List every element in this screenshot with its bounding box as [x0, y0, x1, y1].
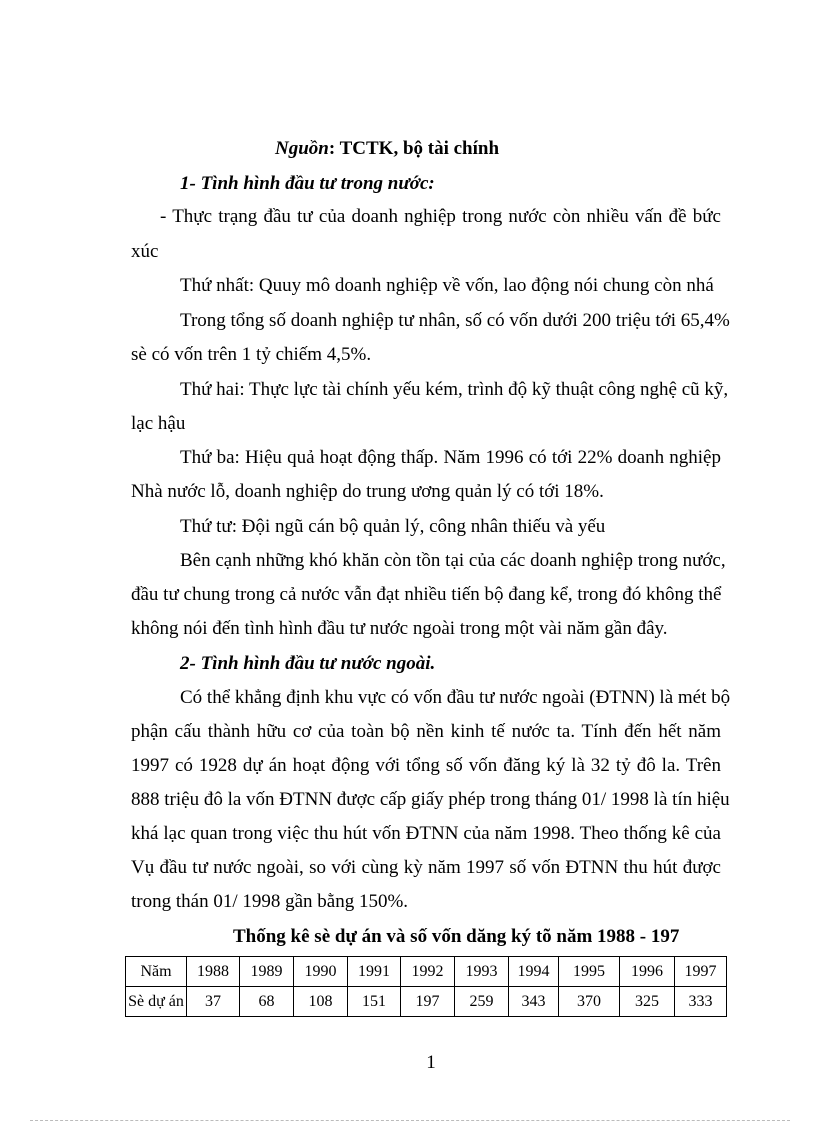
year-cell: 1994 — [509, 957, 559, 987]
paragraph-besides-1: Bên cạnh những khó khăn còn tồn tại của các doanh nghiệp trong nước, — [180, 550, 726, 571]
paragraph-fdi-5: khá lạc quan trong việc thu hút vốn ĐTNN của năm 1998. Theo thống kê của — [131, 823, 721, 844]
row-label-projects: Sè dự án — [126, 987, 187, 1017]
project-count-cell: 343 — [509, 987, 559, 1017]
paragraph-fdi-6: Vụ đầu tư nước ngoài, so với cùng kỳ năm 1997 số vốn ĐTNN thu hút được — [131, 857, 721, 878]
project-count-cell: 68 — [240, 987, 294, 1017]
row-label-years: Năm — [126, 957, 187, 987]
page-number: 1 — [426, 1052, 436, 1073]
intro-line-2: xúc — [131, 241, 159, 262]
intro-line-1: - Thực trạng đầu tư của doanh nghiệp trong nước còn nhiều vấn đề bức — [160, 206, 721, 227]
year-cell: 1992 — [401, 957, 455, 987]
project-count-cell: 151 — [348, 987, 401, 1017]
year-cell: 1988 — [187, 957, 240, 987]
project-count-cell: 333 — [675, 987, 727, 1017]
year-cell: 1989 — [240, 957, 294, 987]
paragraph-third-2: Nhà nước lỗ, doanh nghiệp do trung ương quản lý có tới 18%. — [131, 481, 604, 502]
statistics-table — [125, 956, 727, 1017]
year-cell: 1995 — [559, 957, 620, 987]
page-bottom-divider — [30, 1120, 790, 1121]
paragraph-scale-2: sè có vốn trên 1 tỷ chiếm 4,5%. — [131, 344, 372, 365]
year-cell: 1991 — [348, 957, 401, 987]
source-line — [275, 137, 499, 161]
paragraph-fdi-1: Có thể khẳng định khu vực có vốn đầu tư nước ngoài (ĐTNN) là mét bộ — [180, 687, 731, 708]
project-count-cell: 37 — [187, 987, 240, 1017]
paragraph-fdi-2: phận cấu thành hữu cơ của toàn bộ nền kinh tế nước ta. Tính đến hết năm — [131, 721, 721, 742]
paragraph-third-1: Thứ ba: Hiệu quả hoạt động thấp. Năm 1996 có tới 22% doanh nghiệp — [180, 447, 721, 468]
source-text: : TCTK, bộ tài chính — [328, 138, 500, 159]
project-count-cell: 325 — [620, 987, 675, 1017]
paragraph-besides-2: đầu tư chung trong cả nước vẫn đạt nhiều tiến bộ đang kể, trong đó không thể — [131, 584, 722, 605]
table-row-years — [126, 957, 727, 987]
table-row-projects — [126, 987, 727, 1017]
section-2-heading: 2- Tình hình đầu tư nước ngoài. — [180, 653, 436, 674]
paragraph-fdi-7: trong thán 01/ 1998 gần bằng 150%. — [131, 891, 409, 912]
paragraph-second-1: Thứ hai: Thực lực tài chính yếu kém, trình độ kỹ thuật công nghệ cũ kỹ, — [180, 379, 729, 400]
section-1-heading: 1- Tình hình đầu tư trong nước: — [180, 173, 435, 194]
paragraph-fdi-3: 1997 có 1928 dự án hoạt động với tổng số vốn đăng ký là 32 tỷ đô la. Trên — [131, 755, 721, 776]
source-label: Nguồn — [275, 138, 329, 159]
paragraph-fourth: Thứ tư: Đội ngũ cán bộ quản lý, công nhân thiếu và yếu — [180, 516, 606, 537]
table-title: Thống kê sè dự án và số vốn dăng ký tõ năm 1988 - 197 — [233, 926, 680, 947]
year-cell: 1993 — [455, 957, 509, 987]
project-count-cell: 259 — [455, 987, 509, 1017]
paragraph-second-2: lạc hậu — [131, 413, 186, 434]
project-count-cell: 370 — [559, 987, 620, 1017]
paragraph-scale-1: Trong tổng số doanh nghiệp tư nhân, số có vốn dưới 200 triệu tới 65,4% — [180, 310, 730, 331]
paragraph-besides-3: không nói đến tình hình đầu tư nước ngoài trong một vài năm gần đây. — [131, 618, 668, 639]
paragraph-fdi-4: 888 triệu đô la vốn ĐTNN được cấp giấy phép trong tháng 01/ 1998 là tín hiệu — [131, 789, 730, 810]
paragraph-first: Thứ nhất: Quuy mô doanh nghiệp về vốn, lao động nói chung còn nhá — [180, 275, 714, 296]
project-count-cell: 197 — [401, 987, 455, 1017]
year-cell: 1997 — [675, 957, 727, 987]
project-count-cell: 108 — [294, 987, 348, 1017]
year-cell: 1996 — [620, 957, 675, 987]
year-cell: 1990 — [294, 957, 348, 987]
